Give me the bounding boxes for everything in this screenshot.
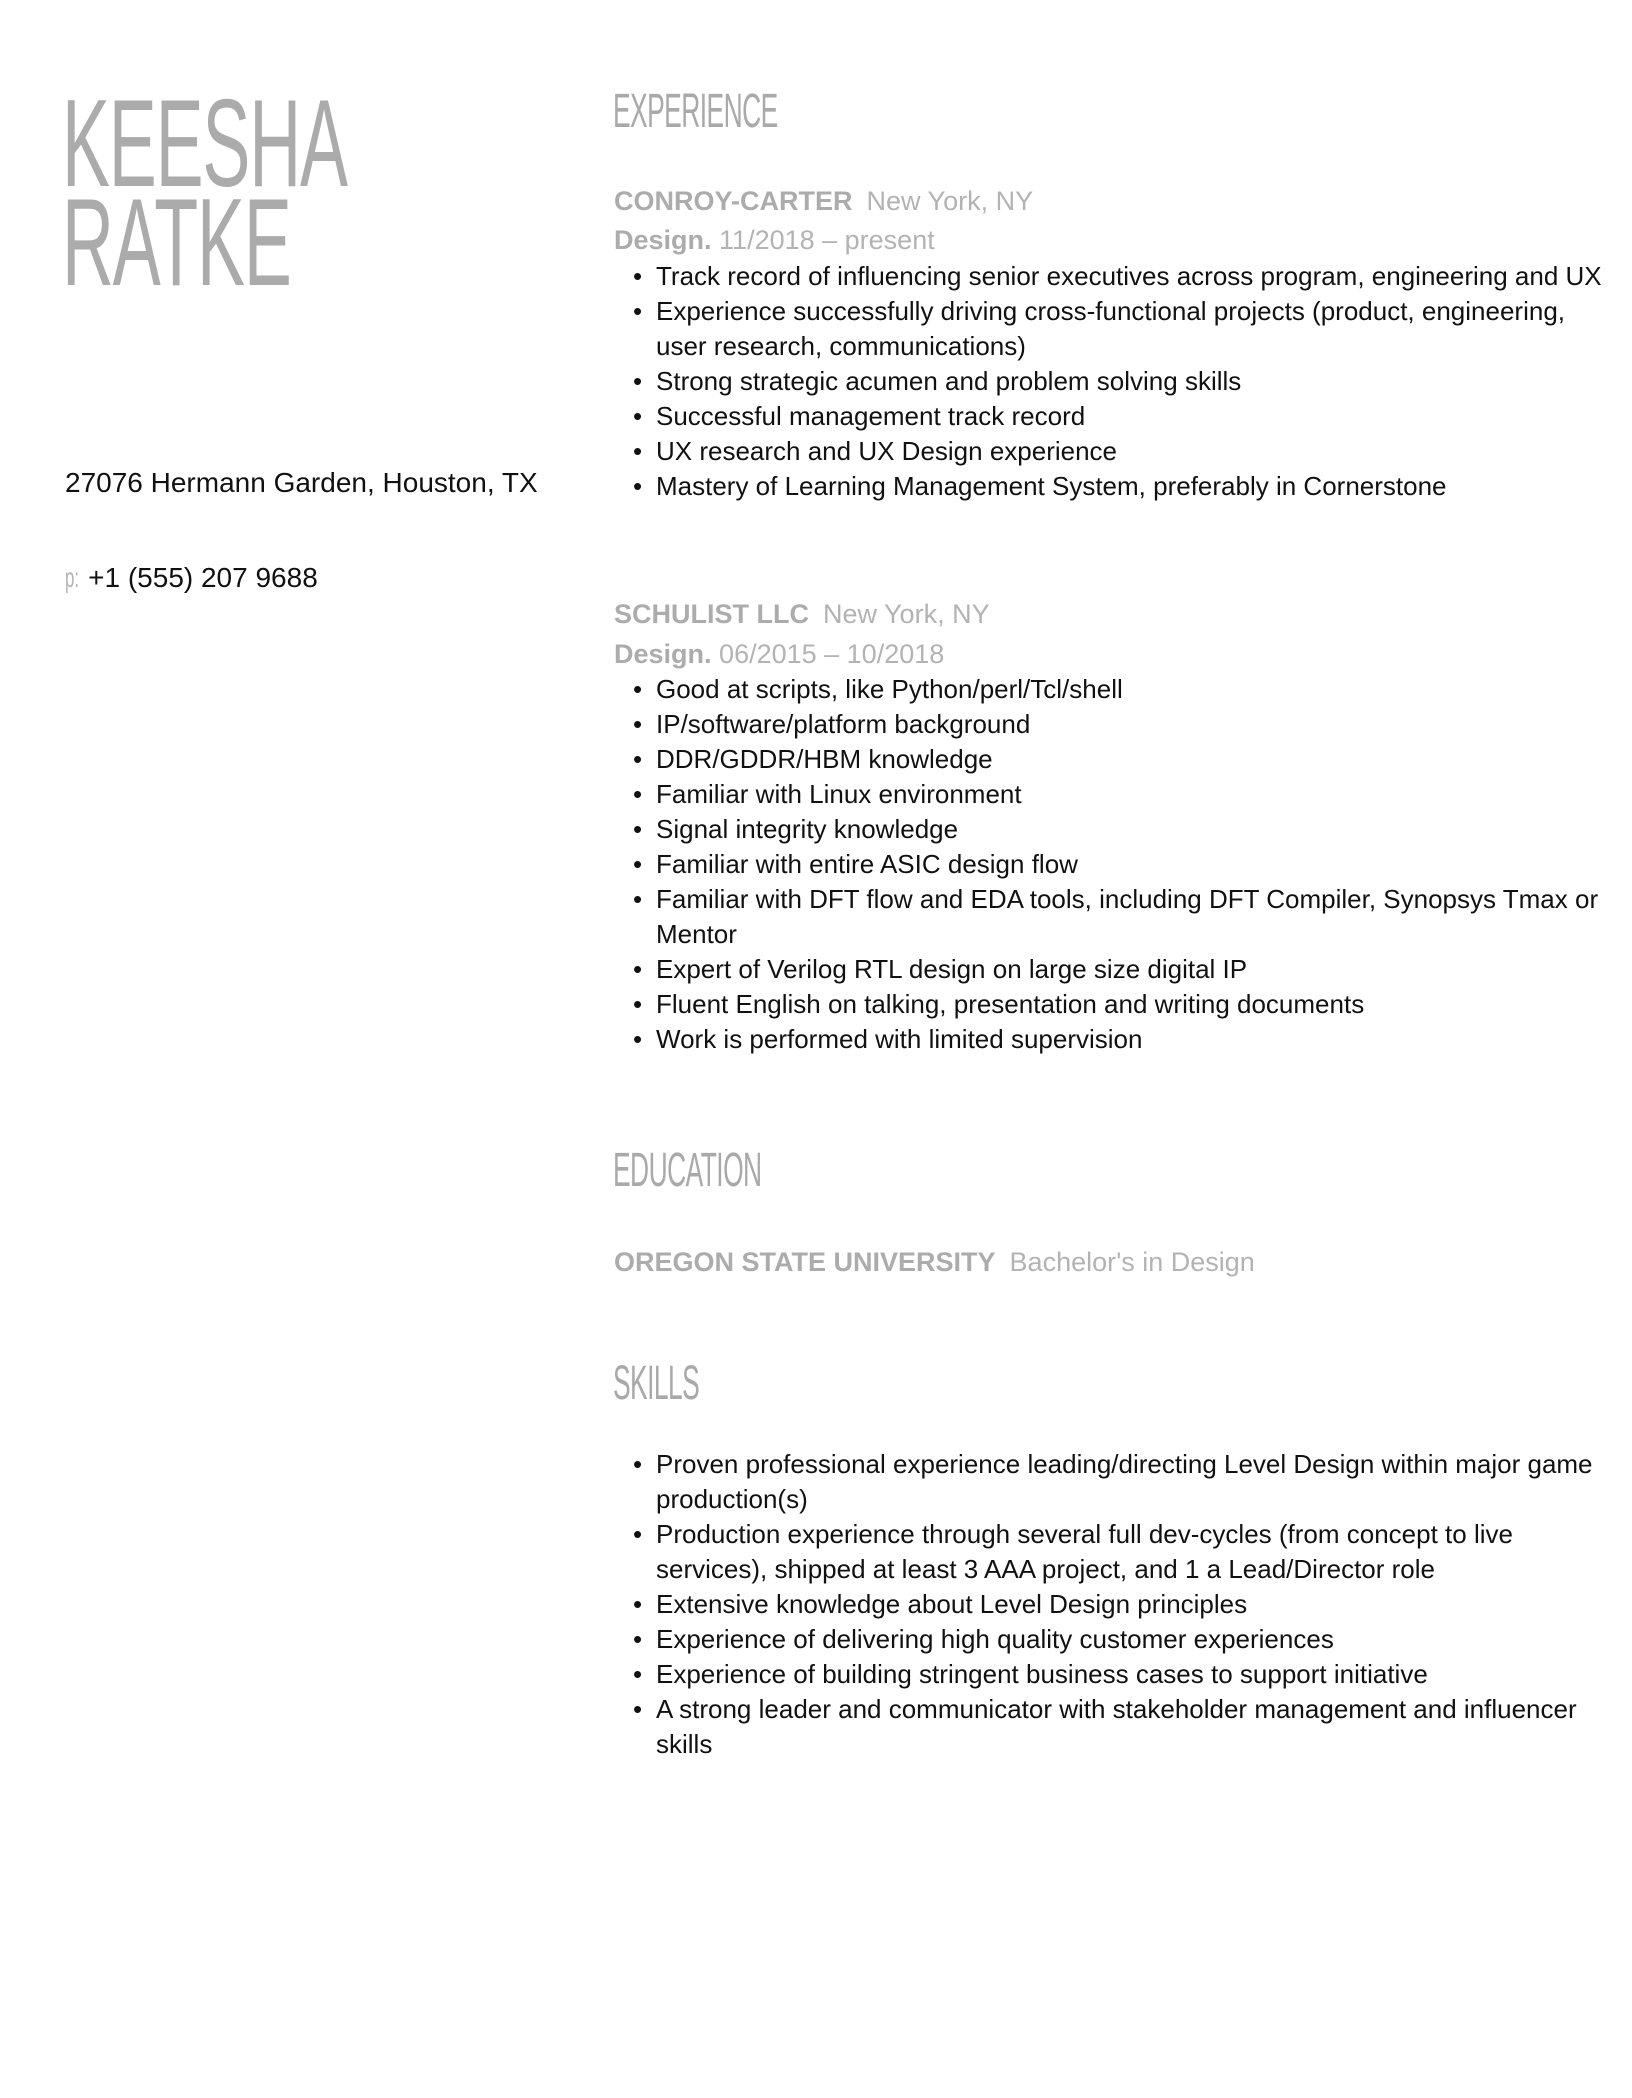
list-item: • Strong strategic acumen and problem solving skills	[633, 366, 1242, 396]
list-item: • Production experience through several full dev-cycles (from concept to live services), shipped at least 3 AAA project, and 1 a Lead/Director role	[633, 1519, 1513, 1584]
degree: Bachelor's in Design	[1009, 1247, 1255, 1277]
list-item: • Familiar with Linux environment	[633, 779, 1022, 809]
list-item: • Experience of building stringent business cases to support initiative	[633, 1659, 1428, 1689]
first-name: KEESHA	[62, 75, 347, 213]
skills-bullets	[614, 1447, 1606, 1762]
job-role: Design.	[614, 225, 712, 255]
job-dates: 06/2015 – 10/2018	[719, 639, 945, 669]
phone-label: p:	[65, 562, 80, 593]
list-item: • Fluent English on talking, presentation and writing documents	[633, 989, 1365, 1019]
list-item: • Track record of influencing senior executives across program, engineering and UX	[633, 261, 1602, 291]
list-item: • A strong leader and communicator with stakeholder management and influencer skills	[633, 1694, 1577, 1759]
company-name: CONROY-CARTER	[614, 186, 853, 216]
job-location: New York, NY	[823, 599, 990, 629]
list-item: • Good at scripts, like Python/perl/Tcl/shell	[633, 674, 1123, 704]
school-name: OREGON STATE UNIVERSITY	[614, 1247, 996, 1277]
last-name: RATKE	[62, 174, 291, 312]
list-item: • Experience successfully driving cross-functional projects (product, engineering, user research, communications)	[633, 296, 1565, 361]
list-item: • Mastery of Learning Management System, preferably in Cornerstone	[633, 471, 1447, 501]
education-heading: EDUCATION	[613, 1144, 762, 1197]
job-role-dates	[614, 222, 935, 258]
list-item: • DDR/GDDR/HBM knowledge	[633, 744, 993, 774]
list-item: • Work is performed with limited supervision	[633, 1024, 1143, 1054]
job-dates: 11/2018 – present	[719, 225, 935, 255]
list-item: • IP/software/platform background	[633, 709, 1031, 739]
list-item: • Proven professional experience leading/directing Level Design within major game production(s)	[633, 1449, 1593, 1514]
job-bullets	[614, 259, 1606, 504]
experience-heading: EXPERIENCE	[613, 85, 778, 138]
list-item: • Extensive knowledge about Level Design principles	[633, 1589, 1248, 1619]
job-role-dates	[614, 636, 944, 672]
education-entry	[614, 1244, 1255, 1280]
job-bullets	[614, 672, 1606, 1057]
company-name: SCHULIST LLC	[614, 599, 809, 629]
list-item: • Familiar with DFT flow and EDA tools, including DFT Compiler, Synopsys Tmax or Mentor	[633, 884, 1599, 949]
list-item: • Successful management track record	[633, 401, 1086, 431]
address: 27076 Hermann Garden, Houston, TX	[65, 467, 538, 498]
list-item: • Familiar with entire ASIC design flow	[633, 849, 1078, 879]
phone-number[interactable]: +1 (555) 207 9688	[88, 562, 318, 593]
job-header	[614, 183, 1033, 219]
list-item: • UX research and UX Design experience	[633, 436, 1118, 466]
list-item: • Expert of Verilog RTL design on large size digital IP	[633, 954, 1248, 984]
phone-row	[65, 559, 565, 596]
list-item: • Experience of delivering high quality customer experiences	[633, 1624, 1334, 1654]
skills-heading: SKILLS	[613, 1357, 700, 1410]
list-item: • Signal integrity knowledge	[633, 814, 959, 844]
job-role: Design.	[614, 639, 712, 669]
job-header	[614, 596, 990, 632]
job-location: New York, NY	[866, 186, 1034, 216]
